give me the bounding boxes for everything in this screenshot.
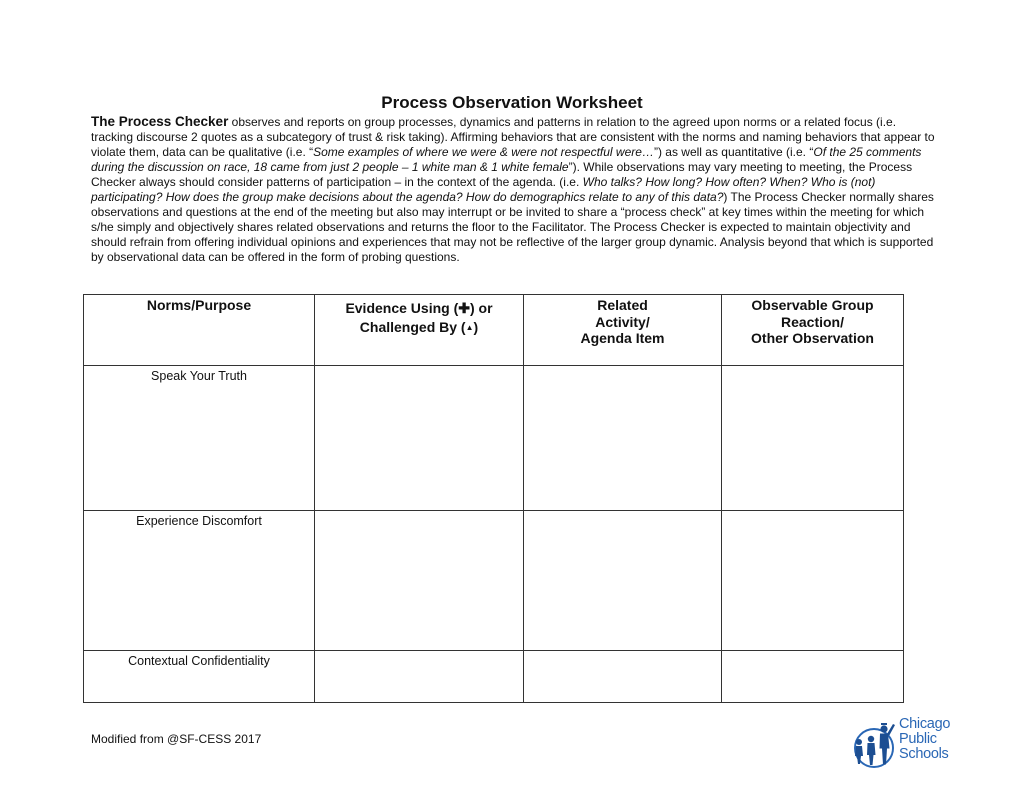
cps-logo: [850, 714, 970, 770]
table-header-row: [84, 295, 904, 366]
intro-text-3: ”). While observations may vary meeting to meeting, the Process Checker always should consider patterns of participation – in the context of the agenda. (i.e.: [91, 160, 913, 189]
norm-cell: Experience Discomfort: [84, 511, 315, 651]
intro-quote-1: Some examples of where we were & were not respectful were…: [313, 145, 654, 159]
table-row: [84, 511, 904, 651]
header-norms-purpose: Norms/Purpose: [84, 295, 315, 366]
intro-questions: Who talks? How long? How often? When? Who is (not) participating? How does the group make decisions about the agenda? How do demographics relate to any of this data?: [91, 175, 876, 204]
table-row: [84, 651, 904, 703]
evidence-cell[interactable]: [315, 366, 524, 511]
evidence-cell[interactable]: [315, 511, 524, 651]
intro-paragraph: [91, 114, 941, 265]
intro-text-2: ”) as well as quantitative (i.e. “: [653, 145, 814, 159]
reaction-cell[interactable]: [722, 511, 904, 651]
table-row: [84, 366, 904, 511]
reaction-cell[interactable]: [722, 366, 904, 511]
activity-cell[interactable]: [524, 651, 722, 703]
logo-text: Chicago Public Schools: [899, 716, 951, 762]
activity-cell[interactable]: [524, 366, 722, 511]
cps-figures-icon: [850, 714, 900, 770]
header-observable-reaction: Observable Group Reaction/ Other Observation: [722, 295, 904, 366]
activity-cell[interactable]: [524, 511, 722, 651]
intro-lead: The Process Checker: [91, 114, 229, 129]
header-evidence: Evidence Using (✚) or Challenged By (▲): [315, 295, 524, 366]
evidence-cell[interactable]: [315, 651, 524, 703]
intro-text-4: ) The Process Checker normally shares observations and questions at the end of the meeting but also may interrupt or be invited to share a “process check” at key times within the meeting for which s/he simply and objectively shares related observations and returns the floor to the Facilitator. The Process Checker is expected to maintain objectivity and should refrain from offering individual opinions and experiences that may not be reflective of the larger group dynamic. Analysis beyond that which is supported by observational data can be offered in the form of probing questions.: [91, 190, 934, 264]
norm-cell: Contextual Confidentiality: [84, 651, 315, 703]
footer-credit: Modified from @SF-CESS 2017: [91, 732, 262, 746]
header-related-activity: Related Activity/ Agenda Item: [524, 295, 722, 366]
norm-cell: Speak Your Truth: [84, 366, 315, 511]
page-title: Process Observation Worksheet: [381, 93, 643, 112]
intro-quote-2: Of the 25 comments during the discussion on race, 18 came from just 2 people – 1 white man & 1 white female: [91, 145, 922, 174]
observation-table: [83, 294, 904, 703]
plus-icon: ✚: [458, 300, 470, 316]
intro-text-1: observes and reports on group processes, dynamics and patterns in relation to the agreed upon norms or a related focus (i.e. tracking discourse 2 quotes as a subcategory of trust & risk taking). Affirming behaviors that are consistent with the norms and naming behaviors that appear to violate them, data can be qualitative (i.e. “: [91, 115, 935, 159]
triangle-icon: ▲: [465, 323, 474, 332]
reaction-cell[interactable]: [722, 651, 904, 703]
